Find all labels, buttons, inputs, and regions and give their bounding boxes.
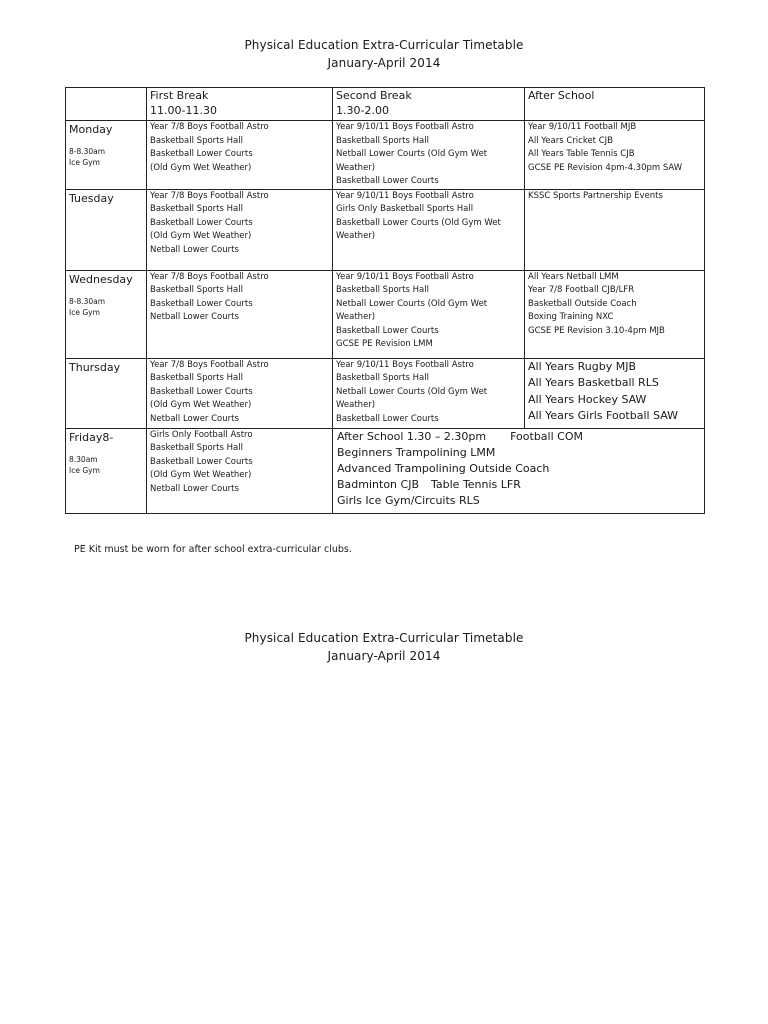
timetable-title [0, 36, 768, 72]
monday-first-break: Year 7/8 Boys Football Astro Basketball Sports Hall Basketball Lower Courts (Old Gym Wet Weather) [147, 121, 333, 190]
header-second-break: Second Break 1.30-2.00 [333, 88, 525, 121]
tuesday-second-break: Year 9/10/11 Boys Football Astro Girls Only Basketball Sports Hall Basketball Lower Courts (Old Gym Wet Weather) [333, 189, 525, 270]
friday-after-school: After School 1.30 – 2.30pm Football COM Beginners Trampolining LMM Advanced Trampolining Outside Coach Badminton CJB Table Tennis LFR Girls Ice Gym/Circuits RLS [333, 428, 705, 513]
friday-after-school-time: After School 1.30 – 2.30pm [337, 429, 487, 443]
thursday-after-school: All Years Rugby MJB All Years Basketball RLS All Years Hockey SAW All Years Girls Football SAW [525, 358, 705, 428]
wednesday-first-break: Year 7/8 Boys Football Astro Basketball Sports Hall Basketball Lower Courts Netball Lower Courts [147, 270, 333, 358]
tuesday-after-school: KSSC Sports Partnership Events [525, 189, 705, 270]
friday-football: Football COM [510, 429, 583, 443]
row-friday [66, 428, 705, 513]
row-tuesday [66, 189, 705, 270]
tuesday-first-break: Year 7/8 Boys Football Astro Basketball Sports Hall Basketball Lower Courts (Old Gym Wet Weather) Netball Lower Courts [147, 189, 333, 270]
day-cell-monday: Monday 8-8.30am Ice Gym [66, 121, 147, 190]
wednesday-after-school: All Years Netball LMM Year 7/8 Football CJB/LFR Basketball Outside Coach Boxing Training NXC GCSE PE Revision 3.10-4pm MJB [525, 270, 705, 358]
day-cell-friday: Friday8- 8.30am Ice Gym [66, 428, 147, 513]
day-cell-thursday: Thursday [66, 358, 147, 428]
header-row [66, 88, 705, 121]
friday-first-break: Girls Only Football Astro Basketball Sports Hall Basketball Lower Courts (Old Gym Wet Weather) Netball Lower Courts [147, 428, 333, 513]
header-first-break: First Break 11.00-11.30 [147, 88, 333, 121]
thursday-first-break: Year 7/8 Boys Football Astro Basketball Sports Hall Basketball Lower Courts (Old Gym Wet Weather) Netball Lower Courts [147, 358, 333, 428]
row-monday [66, 121, 705, 190]
thursday-second-break: Year 9/10/11 Boys Football Astro Basketball Sports Hall Netball Lower Courts (Old Gym Wet Weather) Basketball Lower Courts [333, 358, 525, 428]
row-thursday [66, 358, 705, 428]
friday-table-tennis: Table Tennis LFR [431, 478, 521, 492]
friday-badminton: Badminton CJB [337, 478, 419, 492]
header-after-school: After School [525, 88, 705, 121]
monday-after-school: Year 9/10/11 Football MJB All Years Cricket CJB All Years Table Tennis CJB GCSE PE Revision 4pm-4.30pm SAW [525, 121, 705, 190]
title-line-2: January-April 2014 [327, 56, 441, 70]
header-empty-cell [66, 88, 147, 121]
timetable-table [65, 87, 705, 514]
day-cell-wednesday: Wednesday 8-8.30am Ice Gym [66, 270, 147, 358]
title-repeat-line-2: January-April 2014 [327, 649, 441, 663]
monday-second-break: Year 9/10/11 Boys Football Astro Basketball Sports Hall Netball Lower Courts (Old Gym Wet Weather) Basketball Lower Courts [333, 121, 525, 190]
title-repeat-line-1: Physical Education Extra-Curricular Timetable [244, 631, 524, 645]
timetable-title-repeat [0, 629, 768, 665]
pe-kit-note: PE Kit must be worn for after school extra-curricular clubs. [74, 544, 352, 555]
title-line-1: Physical Education Extra-Curricular Timetable [244, 38, 524, 52]
wednesday-second-break: Year 9/10/11 Boys Football Astro Basketball Sports Hall Netball Lower Courts (Old Gym Wet Weather) Basketball Lower Courts GCSE PE Revision LMM [333, 270, 525, 358]
row-wednesday [66, 270, 705, 358]
day-cell-tuesday: Tuesday [66, 189, 147, 270]
